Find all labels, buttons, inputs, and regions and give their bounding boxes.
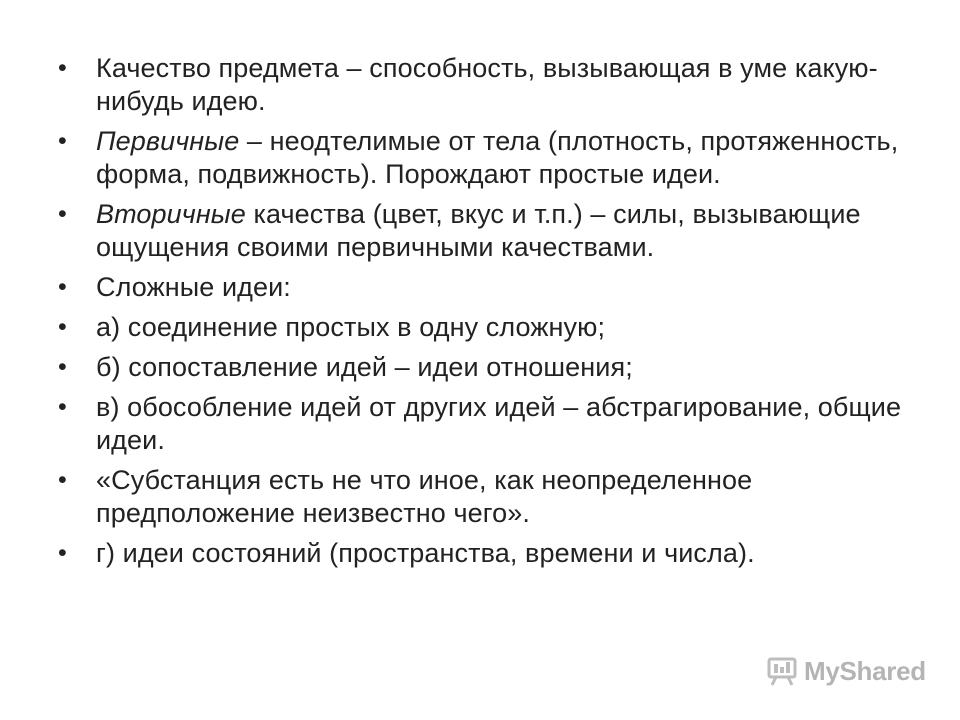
bullet-icon: •: [58, 273, 67, 301]
list-item: [58, 391, 908, 457]
list-item: [58, 198, 908, 264]
list-item: [58, 125, 908, 191]
list-item: [58, 52, 908, 118]
bullet-icon: •: [58, 313, 67, 341]
item-lead: Вторичные: [96, 199, 246, 229]
item-lead: Первичные: [96, 126, 240, 156]
item-text: в) обособление идей от других идей – абстрагирование, общие идеи.: [96, 392, 902, 455]
bullet-icon: •: [58, 127, 67, 155]
bullet-list: [58, 52, 908, 577]
bullet-icon: •: [58, 200, 67, 228]
bullet-icon: •: [58, 393, 67, 421]
list-item: [58, 271, 908, 304]
item-text: б) сопоставление идей – идеи отношения;: [96, 352, 633, 382]
bullet-icon: •: [58, 539, 67, 567]
bullet-icon: •: [58, 54, 67, 82]
item-text: г) идеи состояний (пространства, времени и числа).: [96, 538, 755, 568]
item-text: а) соединение простых в одну сложную;: [96, 312, 606, 342]
watermark-logo: [766, 656, 926, 687]
item-text: «Субстанция есть не что иное, как неопределенное предположение неизвестно чего».: [96, 465, 753, 528]
bullet-icon: •: [58, 466, 67, 494]
list-item: [58, 464, 908, 530]
list-item: [58, 537, 908, 570]
item-text: – неодтелимые от тела (плотность, протяженность, форма, подвижность). Порождают простые идеи.: [96, 126, 899, 189]
presentation-board-icon: [766, 657, 798, 687]
list-item: [58, 351, 908, 384]
item-text: Сложные идеи:: [96, 272, 291, 302]
item-text: качества (цвет, вкус и т.п.) – силы, вызывающие ощущения своими первичными качествами.: [96, 199, 861, 262]
item-text: Качество предмета – способность, вызывающая в уме какую-нибудь идею.: [96, 53, 878, 116]
watermark-text: MyShared: [804, 656, 926, 686]
list-item: [58, 311, 908, 344]
bullet-icon: •: [58, 353, 67, 381]
